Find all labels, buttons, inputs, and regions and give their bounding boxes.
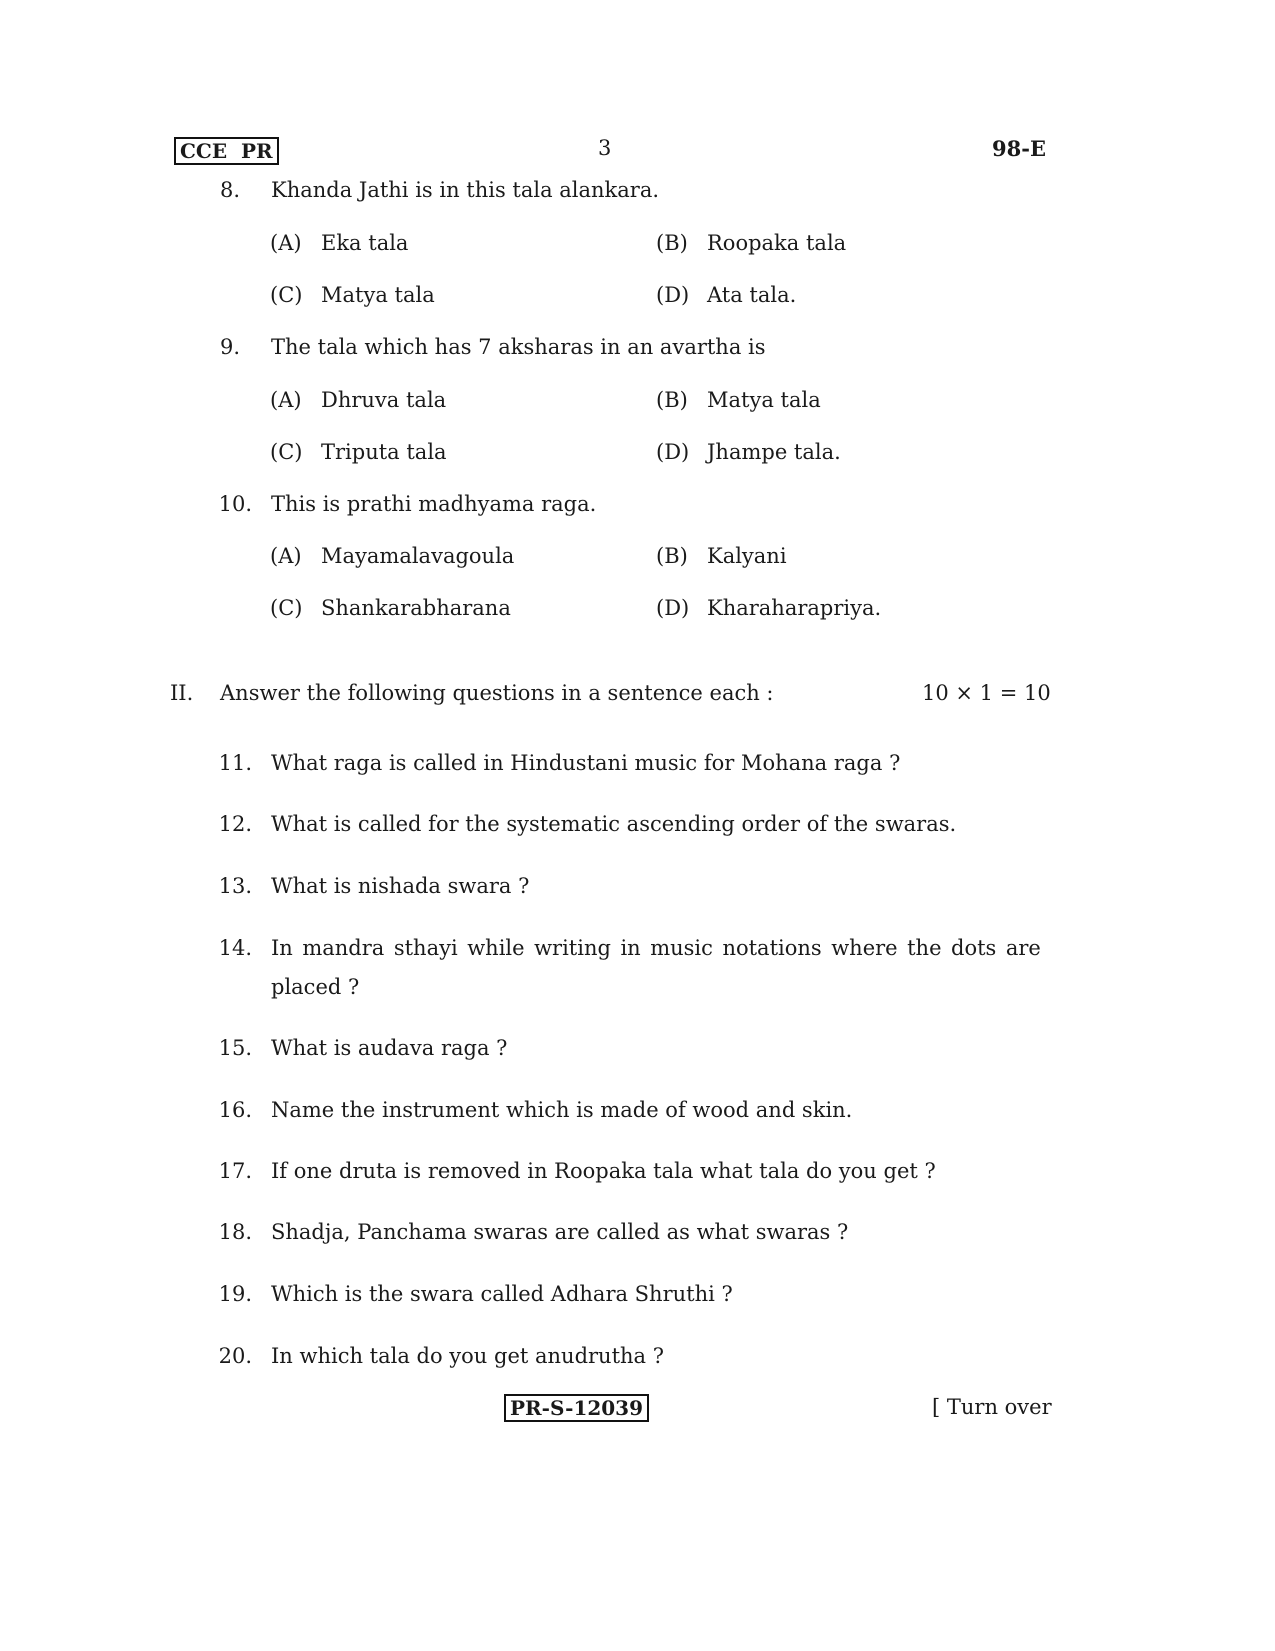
question-number: 20. bbox=[218, 1344, 252, 1368]
question-number: 10. bbox=[218, 492, 252, 516]
option-text: Matya tala bbox=[707, 388, 821, 412]
question-number: 12. bbox=[218, 812, 252, 836]
question-number: 9. bbox=[219, 335, 240, 359]
option-text: Dhruva tala bbox=[321, 388, 447, 412]
word: music bbox=[650, 936, 713, 960]
question-number: 15. bbox=[218, 1036, 252, 1060]
option-text: Triputa tala bbox=[321, 440, 447, 464]
option-text: Roopaka tala bbox=[707, 231, 847, 255]
question-number: 16. bbox=[218, 1098, 252, 1122]
option-letter: (B) bbox=[656, 544, 688, 568]
question-text: What is called for the systematic ascending order of the swaras. bbox=[271, 812, 957, 836]
section-marks: 10 × 1 = 10 bbox=[922, 681, 1051, 705]
question-number: 18. bbox=[218, 1220, 252, 1244]
option-letter: (B) bbox=[656, 388, 688, 412]
word: where bbox=[831, 936, 898, 960]
option-letter: (D) bbox=[656, 440, 690, 464]
header-left-code: CCE PR bbox=[174, 137, 279, 165]
option-letter: (C) bbox=[270, 596, 303, 620]
question-text-line2: placed ? bbox=[271, 975, 360, 999]
question-number: 11. bbox=[218, 751, 252, 775]
question-number: 17. bbox=[218, 1159, 252, 1183]
question-number: 8. bbox=[219, 178, 240, 202]
question-number: 13. bbox=[218, 874, 252, 898]
option-letter: (C) bbox=[270, 283, 303, 307]
question-text: What is audava raga ? bbox=[271, 1036, 508, 1060]
paper-code: 98-E bbox=[992, 136, 1046, 161]
word: In bbox=[271, 936, 293, 960]
word: notations bbox=[722, 936, 822, 960]
word: in bbox=[620, 936, 641, 960]
question-text: Which is the swara called Adhara Shruthi ? bbox=[271, 1282, 733, 1306]
option-text: Jhampe tala. bbox=[707, 440, 841, 464]
word: the bbox=[907, 936, 942, 960]
question-text: This is prathi madhyama raga. bbox=[271, 492, 597, 516]
word: while bbox=[467, 936, 525, 960]
option-letter: (D) bbox=[656, 596, 690, 620]
footer-code: PR-S-12039 bbox=[504, 1394, 649, 1422]
word: mandra bbox=[302, 936, 385, 960]
question-text: Shadja, Panchama swaras are called as what swaras ? bbox=[271, 1220, 849, 1244]
option-letter: (A) bbox=[270, 544, 302, 568]
option-text: Kharaharapriya. bbox=[707, 596, 882, 620]
question-text: Khanda Jathi is in this tala alankara. bbox=[271, 178, 660, 202]
word: are bbox=[1005, 936, 1041, 960]
option-text: Ata tala. bbox=[707, 283, 797, 307]
turn-over: [ Turn over bbox=[932, 1395, 1052, 1419]
option-text: Kalyani bbox=[707, 544, 787, 568]
option-letter: (A) bbox=[270, 388, 302, 412]
question-number: 19. bbox=[218, 1282, 252, 1306]
question-text: Name the instrument which is made of wood and skin. bbox=[271, 1098, 853, 1122]
option-letter: (A) bbox=[270, 231, 302, 255]
question-text: If one druta is removed in Roopaka tala what tala do you get ? bbox=[271, 1159, 936, 1183]
option-text: Matya tala bbox=[321, 283, 435, 307]
question-text: The tala which has 7 aksharas in an avartha is bbox=[271, 335, 766, 359]
question-text: What is nishada swara ? bbox=[271, 874, 530, 898]
question-text-line1 bbox=[271, 938, 1041, 959]
option-text: Eka tala bbox=[321, 231, 409, 255]
section-instruction: Answer the following questions in a sentence each : bbox=[220, 681, 774, 705]
option-text: Shankarabharana bbox=[321, 596, 511, 620]
option-letter: (D) bbox=[656, 283, 690, 307]
option-text: Mayamalavagoula bbox=[321, 544, 515, 568]
question-text: What raga is called in Hindustani music for Mohana raga ? bbox=[271, 751, 901, 775]
question-number: 14. bbox=[218, 936, 252, 960]
word: sthayi bbox=[393, 936, 458, 960]
option-letter: (C) bbox=[270, 440, 303, 464]
word: writing bbox=[534, 936, 611, 960]
word: dots bbox=[951, 936, 997, 960]
section-numeral: II. bbox=[170, 681, 194, 705]
page-number: 3 bbox=[598, 136, 612, 160]
option-letter: (B) bbox=[656, 231, 688, 255]
question-text: In which tala do you get anudrutha ? bbox=[271, 1344, 664, 1368]
